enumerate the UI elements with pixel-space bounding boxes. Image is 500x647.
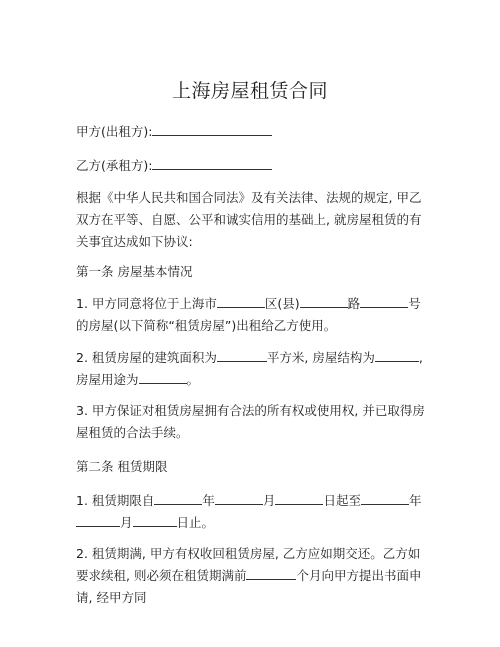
clause-text: 2. 租赁房屋的建筑面积为 — [76, 350, 217, 365]
party-a-blank — [152, 123, 272, 136]
party-b-line — [76, 155, 432, 177]
start-month-blank — [215, 492, 263, 505]
clause-text: 1. 甲方同意将位于上海市 — [76, 296, 217, 311]
article1-clause3: 3. 甲方保证对租赁房屋拥有合法的所有权或使用权, 并已取得房屋租赁的合法手续。 — [76, 403, 425, 440]
end-year-blank — [361, 492, 409, 505]
preamble-paragraph: 根据《中华人民共和国合同法》及有关法律、法规的规定, 甲乙双方在平等、自愿、公平和诚实信用的基础上, 就房屋租赁的有关事宜达成如下协议: — [76, 190, 422, 249]
usage-blank — [139, 371, 187, 384]
party-b-blank — [152, 157, 272, 170]
clause-text: 月 — [262, 493, 276, 508]
clause-text: 月 — [120, 515, 133, 530]
clause-text: , 房屋用途为 — [76, 350, 423, 387]
clause-text: 1. 租赁期限自 — [76, 493, 155, 508]
structure-blank — [375, 349, 419, 362]
months-blank — [246, 567, 296, 580]
clause-text: 日止。 — [176, 515, 215, 530]
article1-heading: 第一条 房屋基本情况 — [76, 264, 193, 279]
start-year-blank — [154, 492, 202, 505]
clause-text: 号的房屋(以下简称“租赁房屋”)出租给乙方使用。 — [76, 296, 421, 333]
clause-text: 年 — [202, 493, 215, 508]
article1-clause2 — [76, 347, 432, 391]
district-blank — [217, 295, 265, 308]
clause-text: 个月向甲方提出书面申请, 经甲方同 — [76, 568, 422, 605]
article2-heading: 第二条 租赁期限 — [76, 459, 168, 474]
party-a-label: 甲方(出租方): — [76, 124, 153, 139]
document-title: 上海房屋租赁合同 — [171, 80, 328, 102]
end-month-blank — [76, 514, 120, 527]
clause-text: 区(县) — [264, 296, 300, 311]
clause-text: 路 — [347, 296, 361, 311]
clause-text: 2. 租赁期满, 甲方有权收回租赁房屋, 乙方应如期交还。乙方如要求续租, 则必须在租赁期满前 — [76, 546, 421, 583]
clause-text: 平方米, 房屋结构为 — [266, 350, 375, 365]
number-blank — [360, 295, 408, 308]
start-day-blank — [275, 492, 323, 505]
article1-clause1 — [76, 293, 432, 337]
article2-clause1 — [76, 490, 432, 534]
clause-text: 年 — [408, 493, 422, 508]
clause-text: 日起至 — [323, 493, 361, 508]
road-blank — [300, 295, 348, 308]
area-blank — [217, 349, 267, 362]
party-b-label: 乙方(承租方): — [76, 158, 153, 173]
article2-clause2 — [76, 543, 432, 609]
end-day-blank — [133, 514, 177, 527]
clause-text: 。 — [186, 372, 200, 387]
party-a-line — [76, 121, 432, 143]
